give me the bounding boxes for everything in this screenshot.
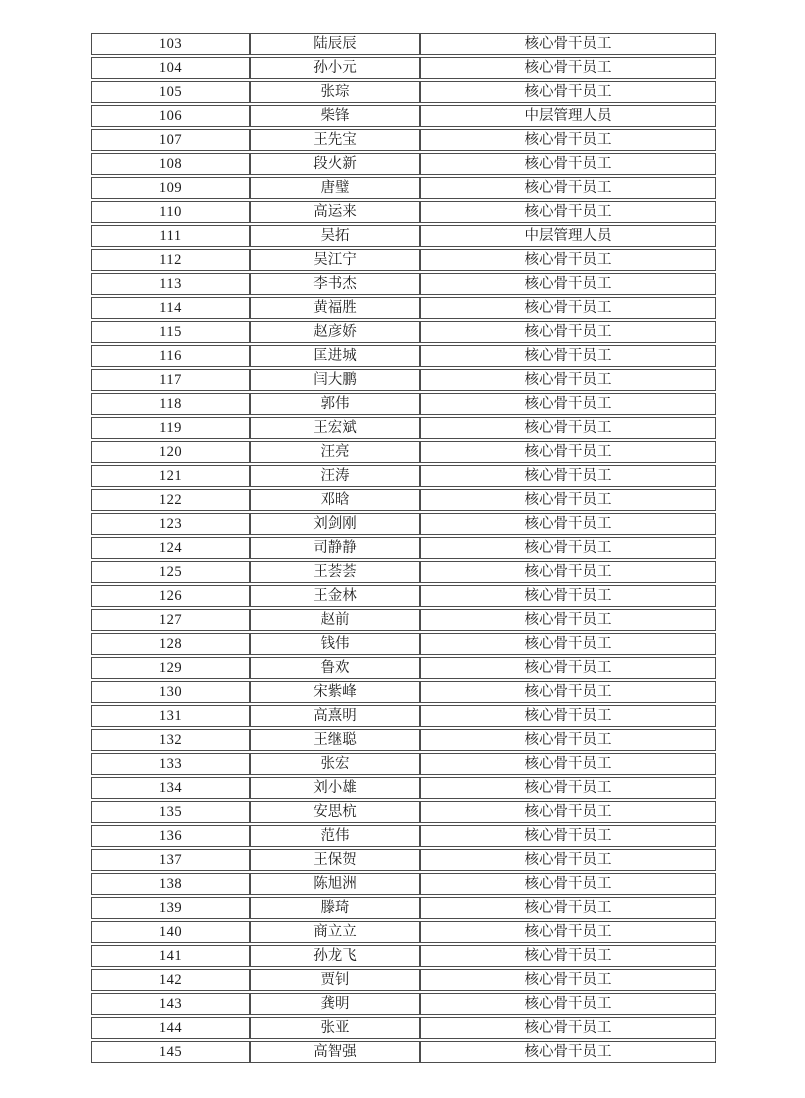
employee-name: 陈旭洲: [250, 873, 420, 895]
row-index: 105: [91, 81, 250, 103]
employee-name: 滕琦: [250, 897, 420, 919]
table-row: [91, 513, 716, 535]
row-index: 109: [91, 177, 250, 199]
table-row: [91, 177, 716, 199]
employee-name: 王继聪: [250, 729, 420, 751]
employee-name: 赵前: [250, 609, 420, 631]
table-row: [91, 105, 716, 127]
table-row: [91, 753, 716, 775]
table-row: [91, 345, 716, 367]
employee-category: 核心骨干员工: [420, 1017, 716, 1039]
row-index: 120: [91, 441, 250, 463]
table-row: [91, 393, 716, 415]
row-index: 116: [91, 345, 250, 367]
employee-name: 司静静: [250, 537, 420, 559]
row-index: 144: [91, 1017, 250, 1039]
table-row: [91, 465, 716, 487]
employee-name: 柴锋: [250, 105, 420, 127]
employee-category: 核心骨干员工: [420, 609, 716, 631]
employee-name: 高运来: [250, 201, 420, 223]
row-index: 142: [91, 969, 250, 991]
employee-category: 核心骨干员工: [420, 801, 716, 823]
employee-name: 龚明: [250, 993, 420, 1015]
table-row: [91, 657, 716, 679]
row-index: 143: [91, 993, 250, 1015]
table-row: [91, 249, 716, 271]
table-row: [91, 801, 716, 823]
table-row: [91, 201, 716, 223]
table-row: [91, 153, 716, 175]
table-row: [91, 369, 716, 391]
table-row: [91, 825, 716, 847]
row-index: 111: [91, 225, 250, 247]
employee-category: 核心骨干员工: [420, 369, 716, 391]
employee-category: 核心骨干员工: [420, 849, 716, 871]
table-row: [91, 777, 716, 799]
row-index: 128: [91, 633, 250, 655]
employee-name: 王宏斌: [250, 417, 420, 439]
table-row: [91, 33, 716, 55]
employee-name: 安思杭: [250, 801, 420, 823]
employee-category: 核心骨干员工: [420, 57, 716, 79]
table-row: [91, 921, 716, 943]
employee-name: 赵彦娇: [250, 321, 420, 343]
row-index: 133: [91, 753, 250, 775]
employee-category: 核心骨干员工: [420, 321, 716, 343]
employee-category: 核心骨干员工: [420, 753, 716, 775]
employee-category: 核心骨干员工: [420, 969, 716, 991]
employee-category: 核心骨干员工: [420, 441, 716, 463]
row-index: 118: [91, 393, 250, 415]
table-row: [91, 225, 716, 247]
employee-category: 核心骨干员工: [420, 681, 716, 703]
row-index: 117: [91, 369, 250, 391]
table-row: [91, 681, 716, 703]
table-row: [91, 969, 716, 991]
table-row: [91, 585, 716, 607]
employee-category: 核心骨干员工: [420, 585, 716, 607]
row-index: 115: [91, 321, 250, 343]
row-index: 113: [91, 273, 250, 295]
employee-category: 核心骨干员工: [420, 873, 716, 895]
employee-name: 范伟: [250, 825, 420, 847]
table-row: [91, 537, 716, 559]
row-index: 137: [91, 849, 250, 871]
row-index: 138: [91, 873, 250, 895]
employee-category: 核心骨干员工: [420, 129, 716, 151]
table-row: [91, 129, 716, 151]
employee-category: 核心骨干员工: [420, 657, 716, 679]
row-index: 121: [91, 465, 250, 487]
employee-name: 高智强: [250, 1041, 420, 1063]
table-row: [91, 57, 716, 79]
row-index: 124: [91, 537, 250, 559]
employee-name: 邓晗: [250, 489, 420, 511]
employee-category: 核心骨干员工: [420, 345, 716, 367]
employee-name: 吴拓: [250, 225, 420, 247]
employee-category: 核心骨干员工: [420, 537, 716, 559]
employee-category: 核心骨干员工: [420, 393, 716, 415]
table-row: [91, 945, 716, 967]
employee-category: 核心骨干员工: [420, 33, 716, 55]
row-index: 108: [91, 153, 250, 175]
table-row: [91, 417, 716, 439]
table-row: [91, 705, 716, 727]
employee-category: 核心骨干员工: [420, 825, 716, 847]
table-body: [91, 33, 716, 1063]
row-index: 126: [91, 585, 250, 607]
employee-name: 闫大鹏: [250, 369, 420, 391]
table-row: [91, 897, 716, 919]
row-index: 114: [91, 297, 250, 319]
employee-name: 商立立: [250, 921, 420, 943]
row-index: 122: [91, 489, 250, 511]
employee-name: 王荟荟: [250, 561, 420, 583]
row-index: 103: [91, 33, 250, 55]
row-index: 123: [91, 513, 250, 535]
table-row: [91, 1041, 716, 1063]
table-row: [91, 873, 716, 895]
employee-name: 孙龙飞: [250, 945, 420, 967]
row-index: 110: [91, 201, 250, 223]
employee-name: 孙小元: [250, 57, 420, 79]
table-row: [91, 441, 716, 463]
employee-name: 汪涛: [250, 465, 420, 487]
row-index: 134: [91, 777, 250, 799]
employee-category: 核心骨干员工: [420, 921, 716, 943]
table-row: [91, 609, 716, 631]
employee-category: 核心骨干员工: [420, 1041, 716, 1063]
employee-category: 核心骨干员工: [420, 705, 716, 727]
employee-category: 中层管理人员: [420, 225, 716, 247]
table-row: [91, 561, 716, 583]
employee-category: 核心骨干员工: [420, 465, 716, 487]
row-index: 112: [91, 249, 250, 271]
employee-category: 核心骨干员工: [420, 729, 716, 751]
employee-category: 核心骨干员工: [420, 945, 716, 967]
table-row: [91, 297, 716, 319]
row-index: 139: [91, 897, 250, 919]
employee-name: 刘剑刚: [250, 513, 420, 535]
employee-name: 匡进城: [250, 345, 420, 367]
employee-name: 宋紫峰: [250, 681, 420, 703]
employee-category: 核心骨干员工: [420, 777, 716, 799]
table-row: [91, 729, 716, 751]
employee-category: 核心骨干员工: [420, 417, 716, 439]
employee-category: 核心骨干员工: [420, 993, 716, 1015]
employee-name: 黄福胜: [250, 297, 420, 319]
row-index: 135: [91, 801, 250, 823]
employee-name: 吴江宁: [250, 249, 420, 271]
employee-category: 核心骨干员工: [420, 561, 716, 583]
employee-name: 张琮: [250, 81, 420, 103]
employee-category: 中层管理人员: [420, 105, 716, 127]
employee-category: 核心骨干员工: [420, 489, 716, 511]
employee-name: 张宏: [250, 753, 420, 775]
employee-name: 陆辰辰: [250, 33, 420, 55]
employee-name: 郭伟: [250, 393, 420, 415]
employee-name: 李书杰: [250, 273, 420, 295]
row-index: 125: [91, 561, 250, 583]
employee-name: 张亚: [250, 1017, 420, 1039]
employee-category: 核心骨干员工: [420, 153, 716, 175]
row-index: 131: [91, 705, 250, 727]
employee-name: 刘小雄: [250, 777, 420, 799]
table-row: [91, 849, 716, 871]
employee-category: 核心骨干员工: [420, 81, 716, 103]
row-index: 106: [91, 105, 250, 127]
employee-roster-table: [91, 31, 716, 1065]
row-index: 129: [91, 657, 250, 679]
table-row: [91, 489, 716, 511]
employee-category: 核心骨干员工: [420, 297, 716, 319]
table-row: [91, 1017, 716, 1039]
employee-name: 王先宝: [250, 129, 420, 151]
employee-name: 贾钊: [250, 969, 420, 991]
employee-name: 段火新: [250, 153, 420, 175]
employee-name: 钱伟: [250, 633, 420, 655]
row-index: 132: [91, 729, 250, 751]
employee-category: 核心骨干员工: [420, 249, 716, 271]
row-index: 119: [91, 417, 250, 439]
employee-category: 核心骨干员工: [420, 633, 716, 655]
employee-name: 汪亮: [250, 441, 420, 463]
employee-name: 王金林: [250, 585, 420, 607]
table-row: [91, 81, 716, 103]
employee-category: 核心骨干员工: [420, 897, 716, 919]
employee-name: 鲁欢: [250, 657, 420, 679]
employee-category: 核心骨干员工: [420, 273, 716, 295]
row-index: 104: [91, 57, 250, 79]
row-index: 136: [91, 825, 250, 847]
table-row: [91, 321, 716, 343]
employee-category: 核心骨干员工: [420, 513, 716, 535]
employee-name: 唐璧: [250, 177, 420, 199]
row-index: 107: [91, 129, 250, 151]
row-index: 140: [91, 921, 250, 943]
table-row: [91, 273, 716, 295]
employee-category: 核心骨干员工: [420, 177, 716, 199]
employee-name: 高熹明: [250, 705, 420, 727]
row-index: 141: [91, 945, 250, 967]
row-index: 130: [91, 681, 250, 703]
row-index: 127: [91, 609, 250, 631]
employee-category: 核心骨干员工: [420, 201, 716, 223]
table-row: [91, 633, 716, 655]
table-row: [91, 993, 716, 1015]
row-index: 145: [91, 1041, 250, 1063]
employee-name: 王保贺: [250, 849, 420, 871]
